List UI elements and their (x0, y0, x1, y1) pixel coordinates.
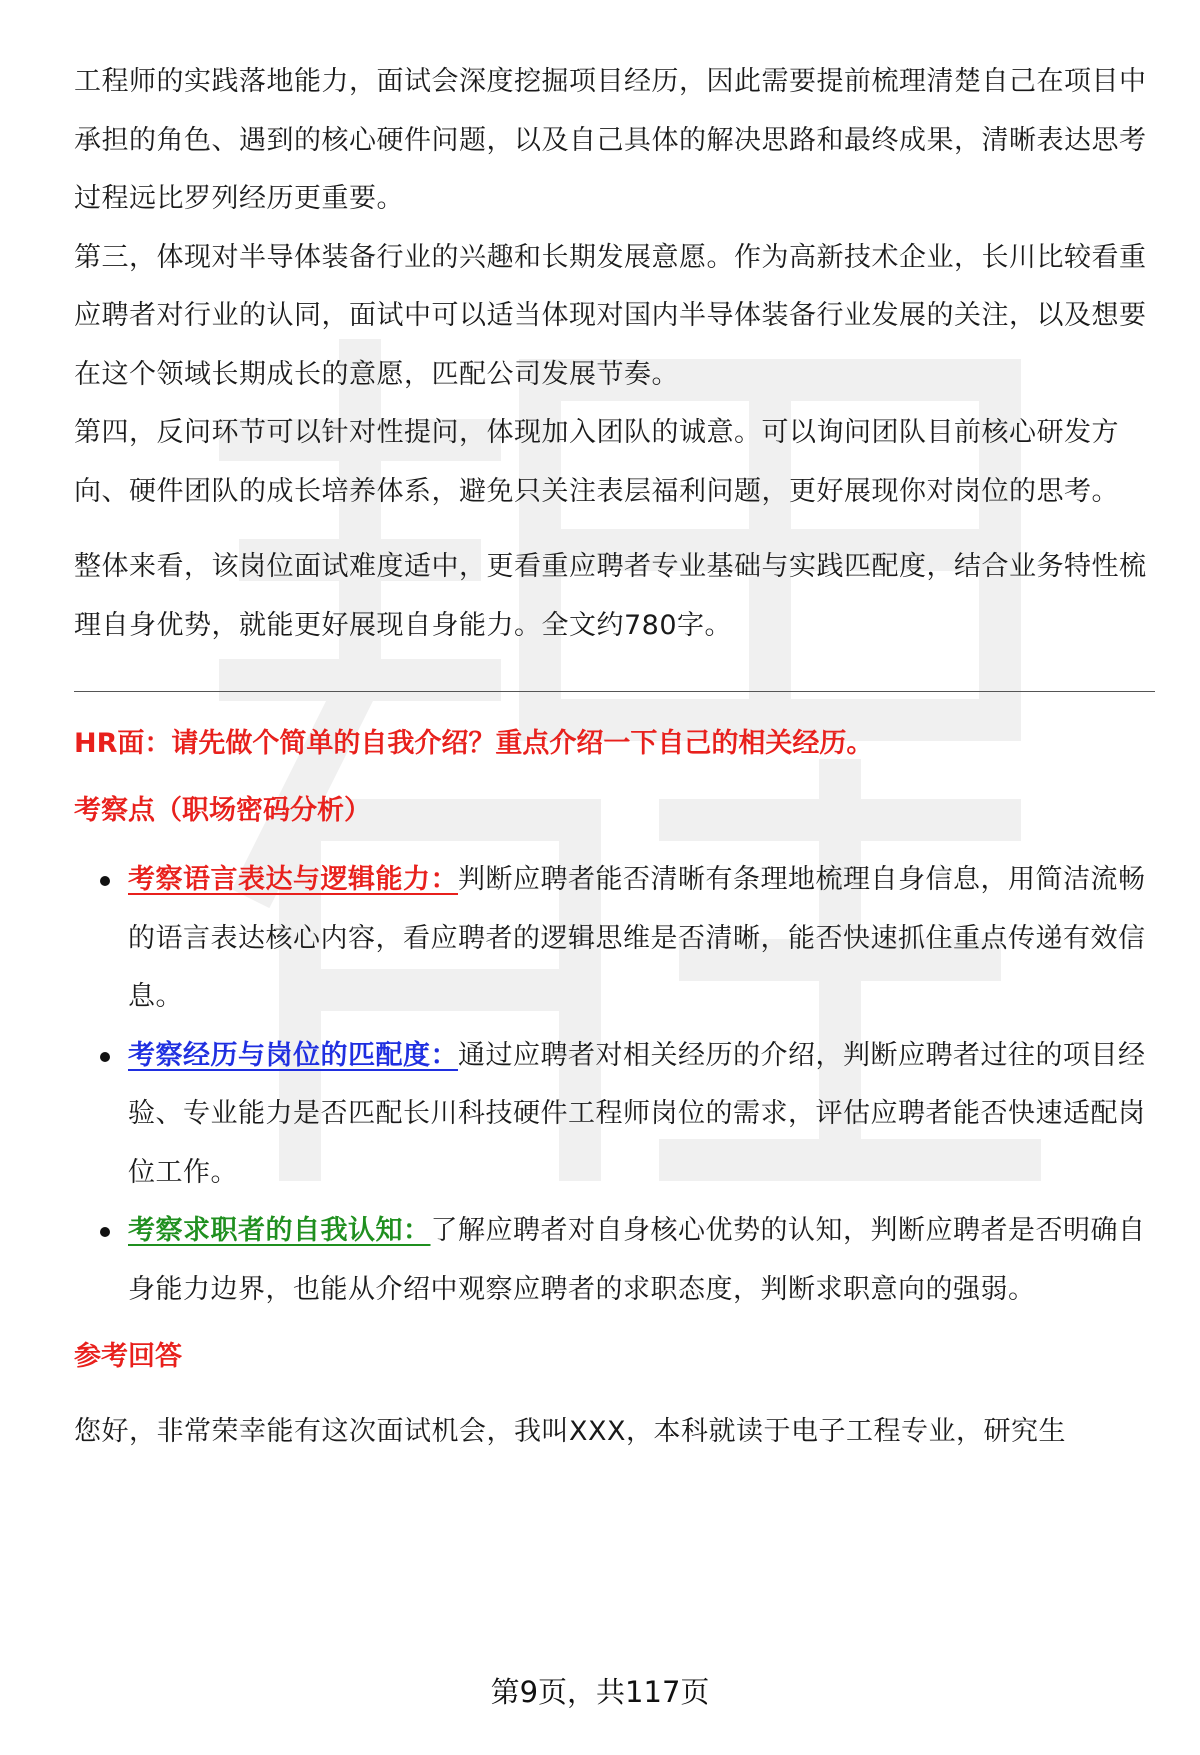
answer-heading: 参考回答 (74, 1341, 182, 1372)
section-divider (74, 691, 1155, 692)
point-label: 考察求职者的自我认知： (128, 1215, 431, 1246)
points-heading: 考察点（职场密码分析） (74, 795, 371, 826)
body-paragraph: 第四，反问环节可以针对性提问，体现加入团队的诚意。可以询问团队目前核心研发方向、硬件团队的成长培养体系，避免只关注表层福利问题，更好展现你对岗位的思考。 (74, 417, 1119, 507)
page-number-footer: 第9页，共117页 (490, 1675, 710, 1709)
point-text: 通过应聘者对相关经历的介绍，判断应聘者过往的项目经验、专业能力是否匹配长川科技硬件工程师岗位的需求，评估应聘者能否快速适配岗位工作。 (128, 1039, 1146, 1188)
body-paragraph: 工程师的实践落地能力，面试会深度挖掘项目经历，因此需要提前梳理清楚自己在项目中承担的角色、遇到的核心硬件问题，以及自己具体的解决思路和最终成果，清晰表达思考过程远比罗列经历更重要。 (74, 66, 1147, 214)
bullet-icon (100, 876, 110, 886)
hr-question-heading: HR面：请先做个简单的自我介绍？重点介绍一下自己的相关经历。 (74, 728, 874, 759)
summary-paragraph: 整体来看，该岗位面试难度适中，更看重应聘者专业基础与实践匹配度，结合业务特性梳理自身优势，就能更好展现自身能力。全文约780字。 (74, 551, 1147, 641)
points-list (74, 851, 1154, 1319)
point-label: 考察经历与岗位的匹配度： (128, 1039, 458, 1071)
point-text: 了解应聘者对自身核心优势的认知，判断应聘者是否明确自身能力边界，也能从介绍中观察应聘者的求职态度，判断求职意向的强弱。 (128, 1215, 1146, 1305)
point-label: 考察语言表达与逻辑能力： (128, 864, 458, 895)
answer-paragraph: 您好，非常荣幸能有这次面试机会，我叫XXX，本科就读于电子工程专业，研究生 (74, 1416, 1066, 1447)
list-item (74, 851, 1154, 1027)
list-item (74, 1202, 1154, 1319)
point-text: 判断应聘者能否清晰有条理地梳理自身信息，用简洁流畅的语言表达核心内容，看应聘者的逻辑思维是否清晰，能否快速抓住重点传递有效信息。 (128, 864, 1146, 1012)
body-paragraph: 第三，体现对半导体装备行业的兴趣和长期发展意愿。作为高新技术企业，长川比较看重应聘者对行业的认同，面试中可以适当体现对国内半导体装备行业发展的关注，以及想要在这个领域长期成长的意愿，匹配公司发展节奏。 (74, 241, 1147, 390)
bullet-icon (100, 1052, 110, 1062)
content-area (74, 53, 1154, 1462)
list-item (74, 1027, 1154, 1203)
bullet-icon (100, 1227, 110, 1237)
